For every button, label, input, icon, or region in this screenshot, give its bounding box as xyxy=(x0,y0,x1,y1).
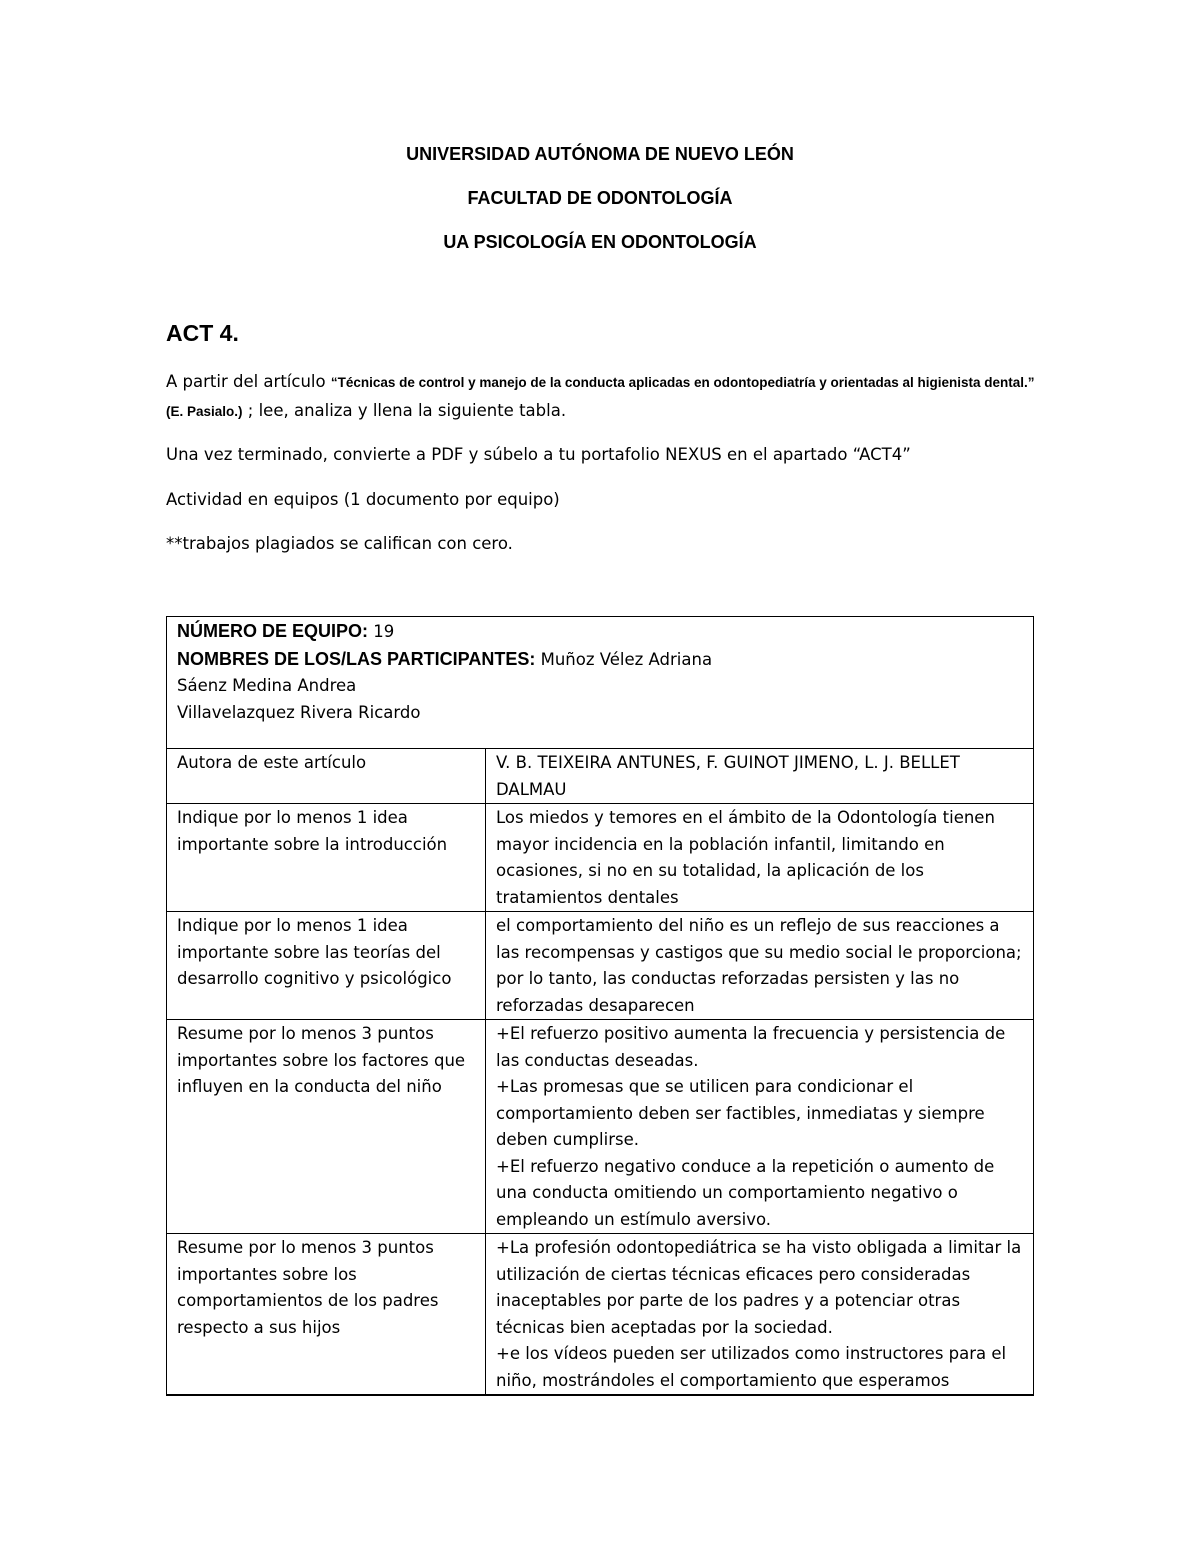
table-row xyxy=(167,1234,1034,1396)
participants-label: NOMBRES DE LOS/LAS PARTICIPANTES: xyxy=(177,648,536,669)
question-cell: Resume por lo menos 3 puntos importantes sobre los comportamientos de los padres respecto a sus hijos xyxy=(167,1234,486,1396)
team-note: Actividad en equipos (1 documento por equipo) xyxy=(166,490,560,509)
team-number-label: NÚMERO DE EQUIPO: xyxy=(177,621,369,641)
table-row xyxy=(167,912,1034,1020)
participants-line xyxy=(177,646,1023,674)
answer-line: V. B. TEIXEIRA ANTUNES, F. GUINOT JIMENO, L. J. BELLET DALMAU xyxy=(496,753,960,799)
table-row xyxy=(167,1020,1034,1234)
team-number-line xyxy=(177,618,1023,646)
intro-paragraph xyxy=(166,368,1036,426)
answer-cell xyxy=(486,749,1034,804)
answer-cell xyxy=(486,912,1034,1020)
participant-name: Villavelazquez Rivera Ricardo xyxy=(177,702,421,722)
answer-point: +La profesión odontopediátrica se ha visto obligada a limitar la utilización de ciertas técnicas eficaces pero consideradas inaceptables por parte de los padres y a potenciar otras técnicas bien aceptadas por la sociedad. xyxy=(496,1238,1022,1337)
answer-cell xyxy=(486,804,1034,912)
activity-table xyxy=(166,616,1034,1396)
question-cell: Resume por lo menos 3 puntos importantes sobre los factores que influyen en la conducta del niño xyxy=(167,1020,486,1234)
team-info-row xyxy=(167,617,1034,749)
answer-point: +e los vídeos pueden ser utilizados como instructores para el niño, mostrándoles el comportamiento que esperamos xyxy=(496,1344,1007,1390)
answer-line: Los miedos y temores en el ámbito de la Odontología tienen mayor incidencia en la población infantil, limitando en ocasiones, si no en su totalidad, la aplicación de los tratamientos dentales xyxy=(496,808,995,907)
document-header xyxy=(0,140,1200,272)
answer-point: +Las promesas que se utilicen para condicionar el comportamiento deben ser factibles, inmediatas y siempre deben cumplirse. xyxy=(496,1077,985,1149)
table-row xyxy=(167,749,1034,804)
question-cell: Indique por lo menos 1 idea importante sobre las teorías del desarrollo cognitivo y psicológico xyxy=(167,912,486,1020)
participant-name: Sáenz Medina Andrea xyxy=(177,676,357,695)
answer-line: el comportamiento del niño es un reflejo de sus reacciones a las recompensas y castigos que su medio social le proporciona; por lo tanto, las conductas reforzadas persisten y las no reforzadas desaparecen xyxy=(496,916,1022,1015)
team-number-value: 19 xyxy=(368,622,395,641)
intro-suffix: ; lee, analiza y llena la siguiente tabla. xyxy=(242,401,567,420)
intro-prefix: A partir del artículo xyxy=(166,372,331,391)
plagiarism-note: **trabajos plagiados se califican con cero. xyxy=(166,534,513,553)
participant-name: Muñoz Vélez Adriana xyxy=(535,649,713,669)
article-reference: “Técnicas de control y manejo de la conducta aplicadas en odontopediatría y orientadas al higienista dental.” (E. Pasialo.) xyxy=(166,375,1035,419)
faculty-name: FACULTAD DE ODONTOLOGÍA xyxy=(467,188,733,208)
table-row xyxy=(167,804,1034,912)
answer-cell xyxy=(486,1234,1034,1396)
question-cell: Indique por lo menos 1 idea importante sobre la introducción xyxy=(167,804,486,912)
instruction-paragraph: Una vez terminado, convierte a PDF y súbelo a tu portafolio NEXUS en el apartado “ACT4” xyxy=(166,445,911,464)
activity-title: ACT 4. xyxy=(166,320,239,346)
answer-point: +El refuerzo positivo aumenta la frecuencia y persistencia de las conductas deseadas. xyxy=(496,1024,1006,1070)
course-name: UA PSICOLOGÍA EN ODONTOLOGÍA xyxy=(443,232,757,252)
question-cell: Autora de este artículo xyxy=(167,749,486,804)
answer-cell xyxy=(486,1020,1034,1234)
university-name: UNIVERSIDAD AUTÓNOMA DE NUEVO LEÓN xyxy=(406,144,794,164)
team-info-cell xyxy=(167,617,1034,749)
answer-point: +El refuerzo negativo conduce a la repetición o aumento de una conducta omitiendo un comportamiento negativo o empleando un estímulo aversivo. xyxy=(496,1156,995,1229)
